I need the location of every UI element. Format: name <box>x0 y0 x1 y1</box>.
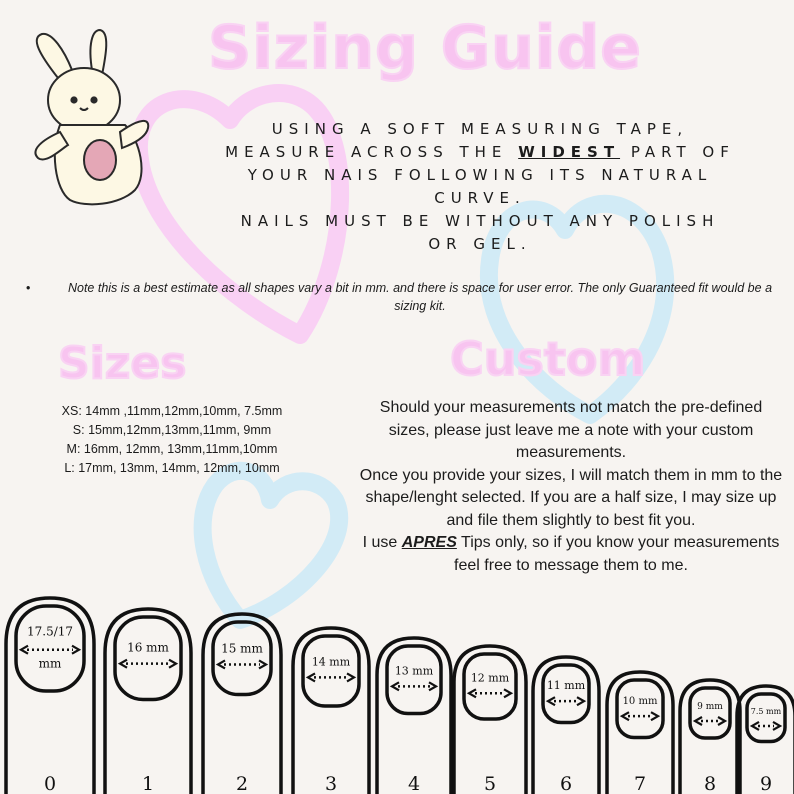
nail-size-0 <box>6 598 94 794</box>
arrowhead-left-icon <box>218 660 225 668</box>
page-title: Sizing Guide <box>208 13 642 83</box>
bunny-mascot-icon <box>35 30 148 204</box>
custom-paragraph: Should your measurements not match the pre-defined sizes, please just leave me a note with your custom measurements. <box>379 399 763 461</box>
nail-number: 2 <box>235 773 249 794</box>
arrowhead-right-icon <box>72 646 79 654</box>
measuring-instructions <box>190 118 770 256</box>
nail-number: 0 <box>43 773 57 794</box>
nail-size-label: 15 mm <box>221 641 263 656</box>
nail-number: 7 <box>633 773 647 794</box>
arrowhead-right-icon <box>577 697 584 705</box>
nail-outline-icon <box>16 606 84 691</box>
arrowhead-left-icon <box>392 682 399 690</box>
nail-size-label: 7.5 mm <box>750 706 782 716</box>
arrowhead-right-icon <box>651 712 658 720</box>
bullet-point: • <box>26 281 31 295</box>
custom-text-part: I use <box>362 534 402 551</box>
nail-size-label: 12 mm <box>470 671 510 685</box>
nail-size-label: 14 mm <box>311 655 351 669</box>
arrowhead-right-icon <box>347 673 354 681</box>
instruction-line <box>190 141 770 164</box>
instruction-text: MEASURE ACROSS THE <box>225 143 519 161</box>
nail-size-8 <box>680 680 740 794</box>
nail-size-6 <box>533 657 599 794</box>
nail-number: 5 <box>483 773 497 794</box>
arrowhead-right-icon <box>504 689 511 697</box>
custom-sizing-text <box>358 397 784 577</box>
nail-outline-icon <box>617 680 663 738</box>
nail-outline-icon <box>303 636 359 706</box>
size-row-xs: XS: 14mm ,11mm,12mm,10mm, 7.5mm <box>61 404 283 418</box>
arrowhead-right-icon <box>169 660 176 668</box>
estimate-note <box>20 279 780 315</box>
nail-size-4 <box>377 638 451 794</box>
instruction-line: OR GEL. <box>428 235 532 253</box>
nail-outline-icon <box>464 654 516 719</box>
instruction-line: YOUR NAIS FOLLOWING ITS NATURAL <box>247 166 713 184</box>
nail-outline-icon <box>387 646 441 714</box>
instruction-line: NAILS MUST BE WITHOUT ANY POLISH <box>240 212 720 230</box>
nail-size-9 <box>737 686 794 794</box>
arrowhead-left-icon <box>548 697 555 705</box>
arrowhead-right-icon <box>718 717 725 725</box>
arrowhead-left-icon <box>695 717 702 725</box>
nail-outline-icon <box>115 617 181 700</box>
arrowhead-right-icon <box>429 682 436 690</box>
arrowhead-left-icon <box>21 646 28 654</box>
nail-size-chart <box>0 596 794 794</box>
widest-emphasis: WIDEST <box>518 143 621 161</box>
nail-outline-icon <box>690 688 730 738</box>
nail-size-5 <box>454 646 526 794</box>
nail-size-label: 16 mm <box>127 640 169 655</box>
nail-size-7 <box>607 672 673 794</box>
nail-number: 8 <box>703 773 717 794</box>
arrowhead-left-icon <box>120 660 127 668</box>
nail-number: 6 <box>559 773 573 794</box>
instruction-text: PART OF <box>620 143 735 161</box>
nail-number: 9 <box>759 773 773 794</box>
custom-heading: Custom <box>450 332 646 386</box>
size-row-l: L: 17mm, 13mm, 14mm, 12mm, 10mm <box>64 461 280 475</box>
sizes-heading: Sizes <box>58 338 187 389</box>
apres-brand: APRES <box>401 534 457 551</box>
nail-number: 3 <box>324 773 338 794</box>
nail-outline-icon <box>747 694 785 742</box>
nail-size-2 <box>203 614 281 794</box>
nail-size-label: 17.5/17 <box>26 624 74 639</box>
nail-outline-icon <box>213 622 271 695</box>
nail-size-1 <box>105 609 191 794</box>
instruction-line: USING A SOFT MEASURING TAPE, <box>271 120 689 138</box>
instruction-line: CURVE. <box>434 189 526 207</box>
nail-outline-icon <box>543 665 589 723</box>
arrowhead-right-icon <box>259 660 266 668</box>
nail-number: 1 <box>141 773 155 794</box>
size-row-m: M: 16mm, 12mm, 13mm,11mm,10mm <box>66 442 278 456</box>
size-row-s: S: 15mm,12mm,13mm,11mm, 9mm <box>72 423 272 437</box>
arrowhead-left-icon <box>308 673 315 681</box>
nail-size-label: 13 mm <box>394 664 434 678</box>
arrowhead-left-icon <box>752 722 759 730</box>
nail-number: 4 <box>407 773 421 794</box>
arrowhead-right-icon <box>773 722 780 730</box>
custom-paragraph: Once you provide your sizes, I will match them in mm to the shape/lenght selected. If you are a half size, I may size up and file them slightly to best fit you. <box>359 466 783 529</box>
custom-text-part: Tips only, so if you know your measurements feel free to message them to me. <box>454 534 780 574</box>
nail-size-label: 10 mm <box>622 696 658 708</box>
nail-size-label-unit: mm <box>38 656 62 671</box>
arrowhead-left-icon <box>622 712 629 720</box>
size-list <box>22 402 322 478</box>
nail-size-label: 11 mm <box>546 679 586 693</box>
arrowhead-left-icon <box>469 689 476 697</box>
nail-size-label: 9 mm <box>697 702 723 712</box>
note-text: Note this is a best estimate as all shapes vary a bit in mm. and there is space for user error. The only Guaranteed fit would be a sizing kit. <box>67 281 773 313</box>
nail-size-3 <box>293 628 369 794</box>
custom-paragraph <box>358 532 784 577</box>
